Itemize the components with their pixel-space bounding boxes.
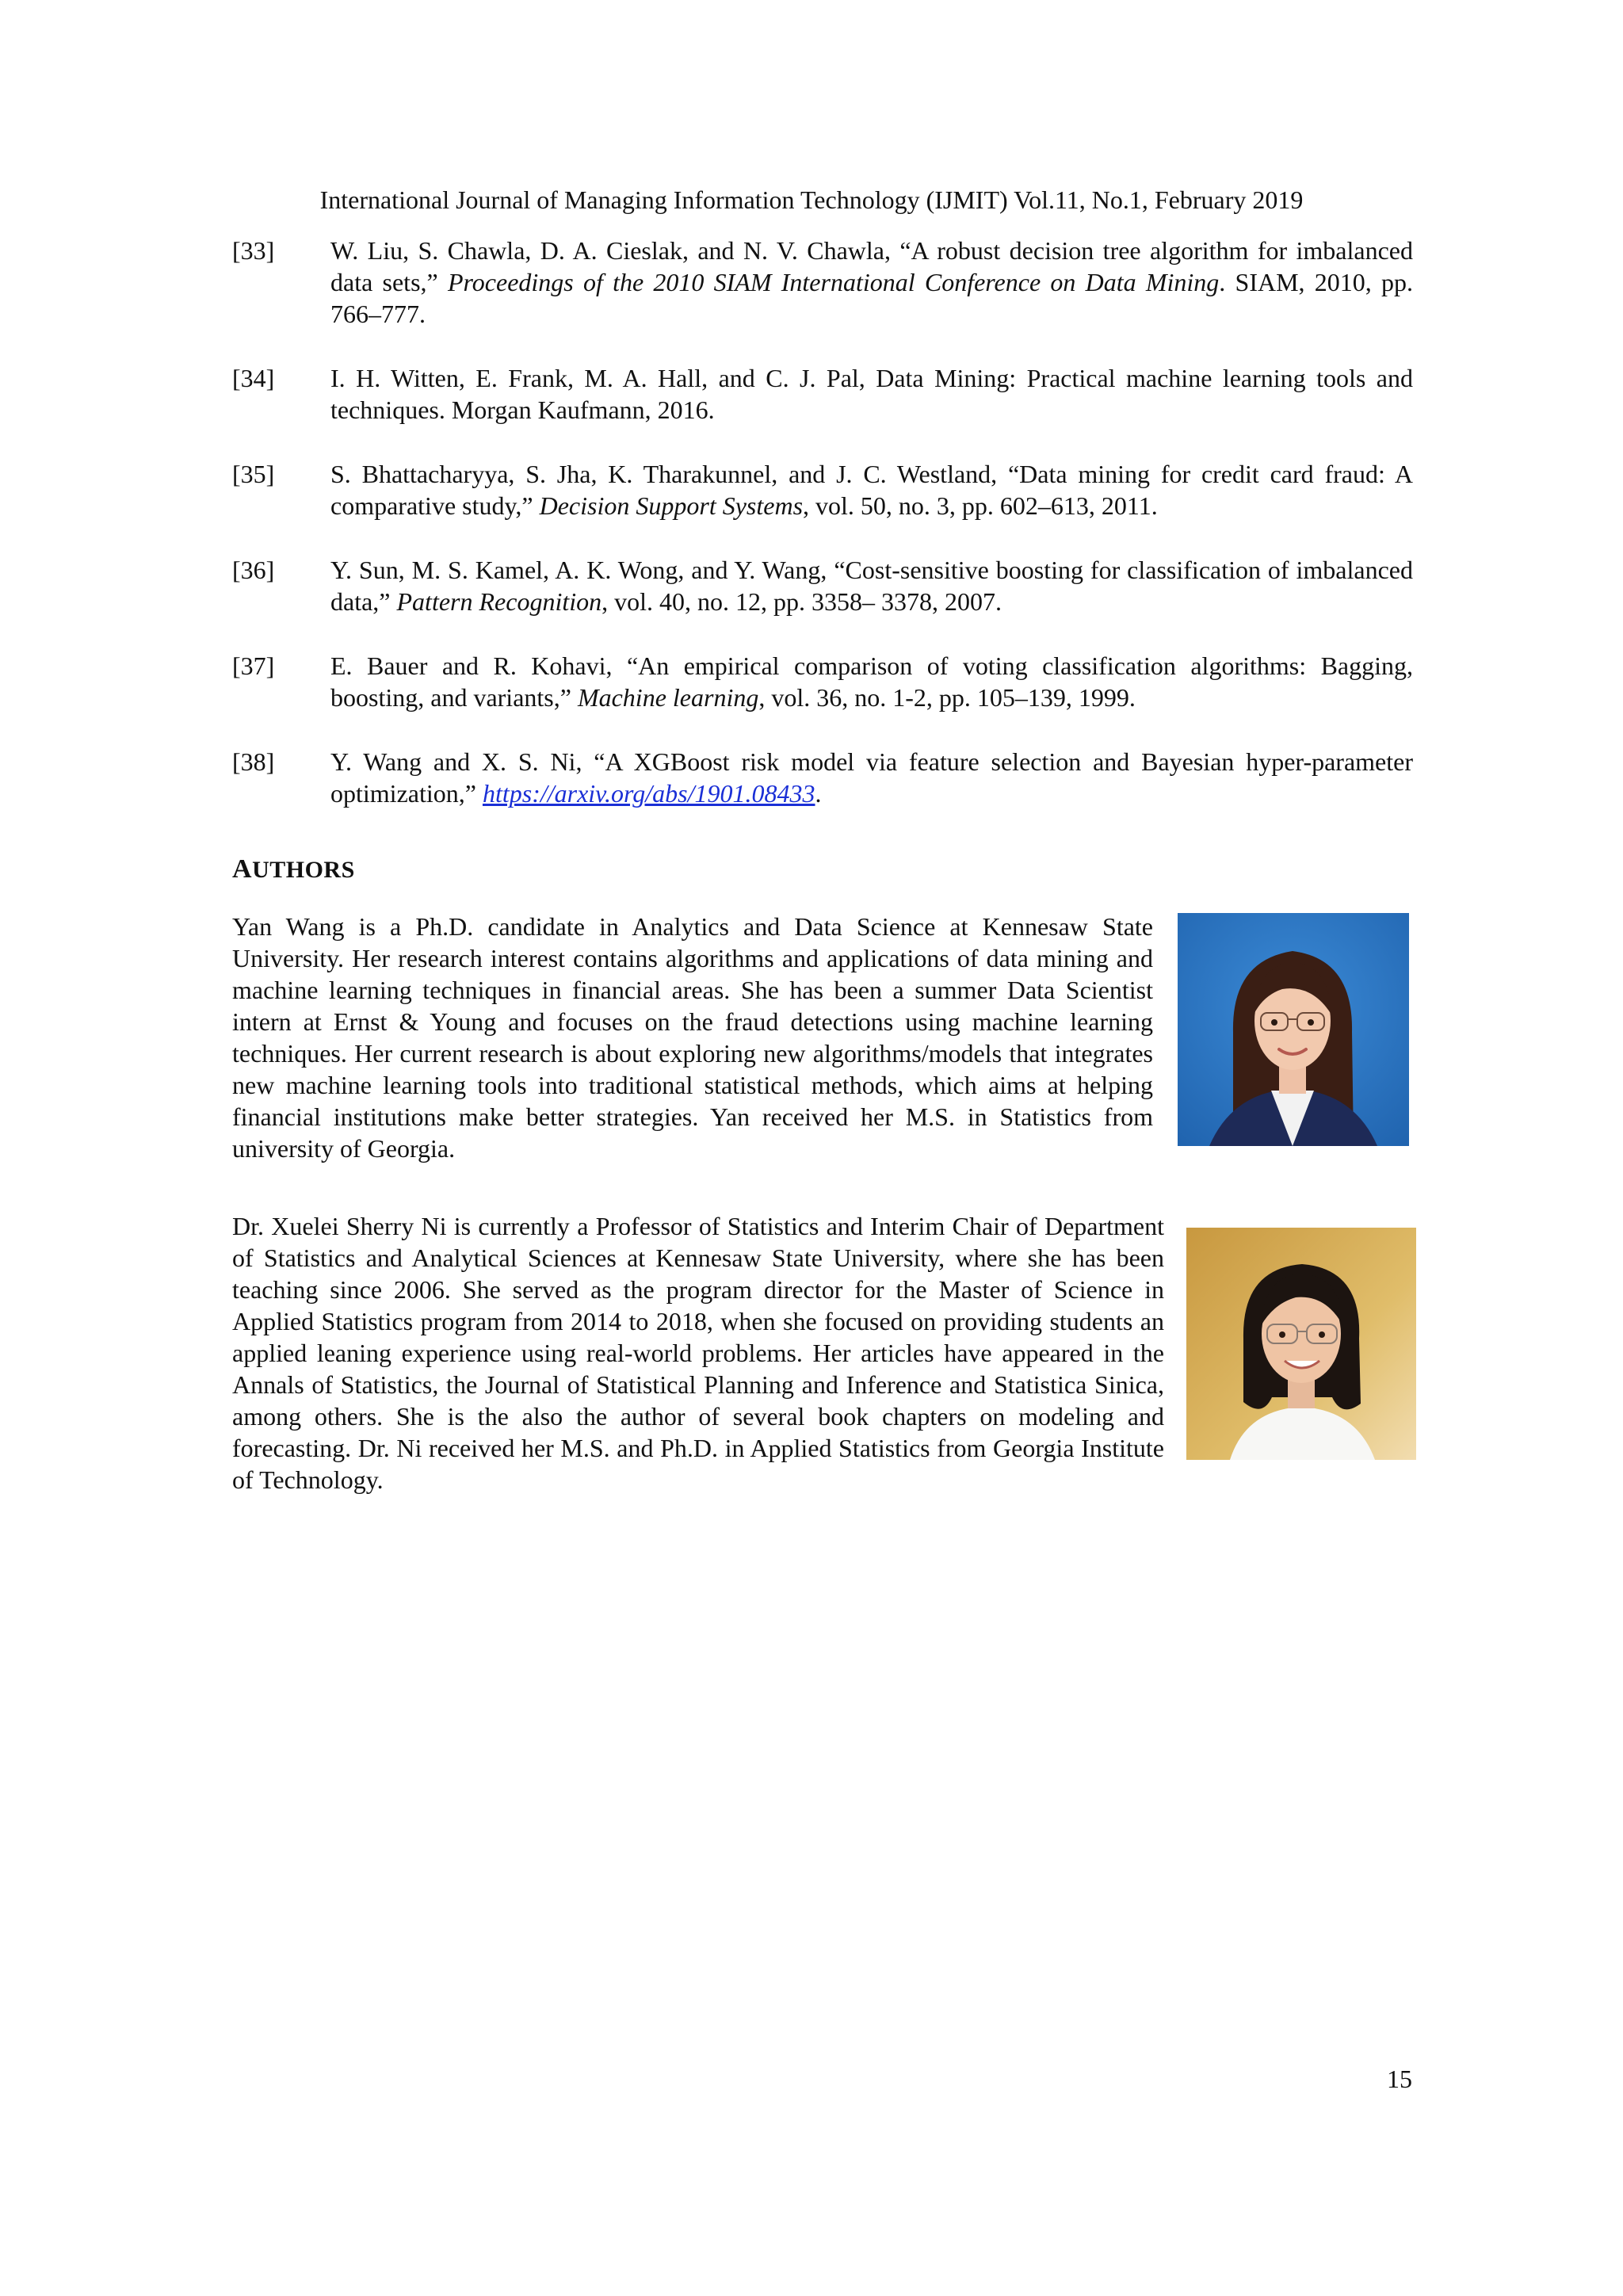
venue-title: Decision Support Systems: [539, 491, 804, 520]
page-number: 15: [1387, 2065, 1412, 2093]
reference-text: E. Bauer and R. Kohavi, “An empirical comparison of voting classification algorithms: Bagging, boosting, and variants,” Machine learning, vol. 36, no. 1-2, pp. 105–139, 1999.: [330, 651, 1413, 712]
reference-number: [34]: [232, 364, 275, 392]
running-header: International Journal of Managing Information Technology (IJMIT) Vol.11, No.1, February 2019: [319, 185, 1304, 214]
reference-text: Y. Wang and X. S. Ni, “A XGBoost risk model via feature selection and Bayesian hyper-parameter optimization,” https://arxiv.org/abs/1901.08433.: [330, 747, 1413, 808]
reference-number: [36]: [232, 556, 275, 584]
reference-number: [37]: [232, 651, 275, 680]
authors-heading: AUTHORS: [232, 854, 355, 884]
author-photo-yan-wang: [1178, 913, 1409, 1146]
author-photo-xuelei-sherry-ni: [1186, 1228, 1416, 1460]
reference-36: [232, 554, 1413, 617]
reference-text: I. H. Witten, E. Frank, M. A. Hall, and C. J. Pal, Data Mining: Practical machine learning tools and techniques. Morgan Kaufmann, 2016.: [330, 364, 1413, 424]
reference-38: [232, 746, 1413, 809]
reference-list: [232, 235, 1413, 842]
reference-37: [232, 650, 1413, 713]
venue-title: Pattern Recognition: [396, 587, 602, 616]
reference-text: W. Liu, S. Chawla, D. A. Cieslak, and N. V. Chawla, “A robust decision tree algorithm for imbalanced data sets,” Proceedings of the 2010 SIAM International Conference on Data Mining. SIAM, 2010, pp. 766–777.: [330, 236, 1414, 328]
venue-title: Machine learning: [577, 683, 759, 712]
reference-34: [232, 362, 1413, 426]
reference-number: [35]: [232, 460, 275, 488]
reference-33: [232, 235, 1413, 330]
reference-number: [38]: [232, 747, 275, 776]
reference-number: [33]: [232, 236, 275, 265]
author-bio-yan-wang: Yan Wang is a Ph.D. candidate in Analytics and Data Science at Kennesaw State University. Her research interest contains algorithms and applications of data mining and machine learning techniques in financial areas. She has been a summer Data Scientist intern at Ernst & Young and focuses on the fraud detections using machine learning techniques. Her current research is about exploring new algorithms/models that integrates new machine learning tools into traditional statistical methods, which aims at helping financial institutions make better strategies. Yan received her M.S. in Statistics from university of Georgia.: [232, 912, 1153, 1163]
venue-title: Proceedings of the 2010 SIAM International Conference on Data Mining: [447, 268, 1220, 296]
reference-text: S. Bhattacharyya, S. Jha, K. Tharakunnel, and J. C. Westland, “Data mining for credit card fraud: A comparative study,” Decision Support Systems, vol. 50, no. 3, pp. 602–613, 2011.: [330, 460, 1413, 520]
reference-text: Y. Sun, M. S. Kamel, A. K. Wong, and Y. Wang, “Cost-sensitive boosting for classification of imbalanced data,” Pattern Recognition, vol. 40, no. 12, pp. 3358– 3378, 2007.: [330, 556, 1413, 616]
reference-35: [232, 458, 1413, 521]
arxiv-link[interactable]: https://arxiv.org/abs/1901.08433: [482, 779, 815, 808]
author-bio-xuelei-sherry-ni: Dr. Xuelei Sherry Ni is currently a Professor of Statistics and Interim Chair of Department of Statistics and Analytical Sciences at Kennesaw State University, where she has been teaching since 2006. She served as the program director for the Master of Science in Applied Statistics program from 2014 to 2018, when she focused on providing students an applied leaning experience using real-world problems. Her articles have appeared in the Annals of Statistics, the Journal of Statistical Planning and Inference and Statistica Sinica, among others. She is the also the author of several book chapters on modeling and forecasting. Dr. Ni received her M.S. and Ph.D. in Applied Statistics from Georgia Institute of Technology.: [232, 1212, 1164, 1494]
